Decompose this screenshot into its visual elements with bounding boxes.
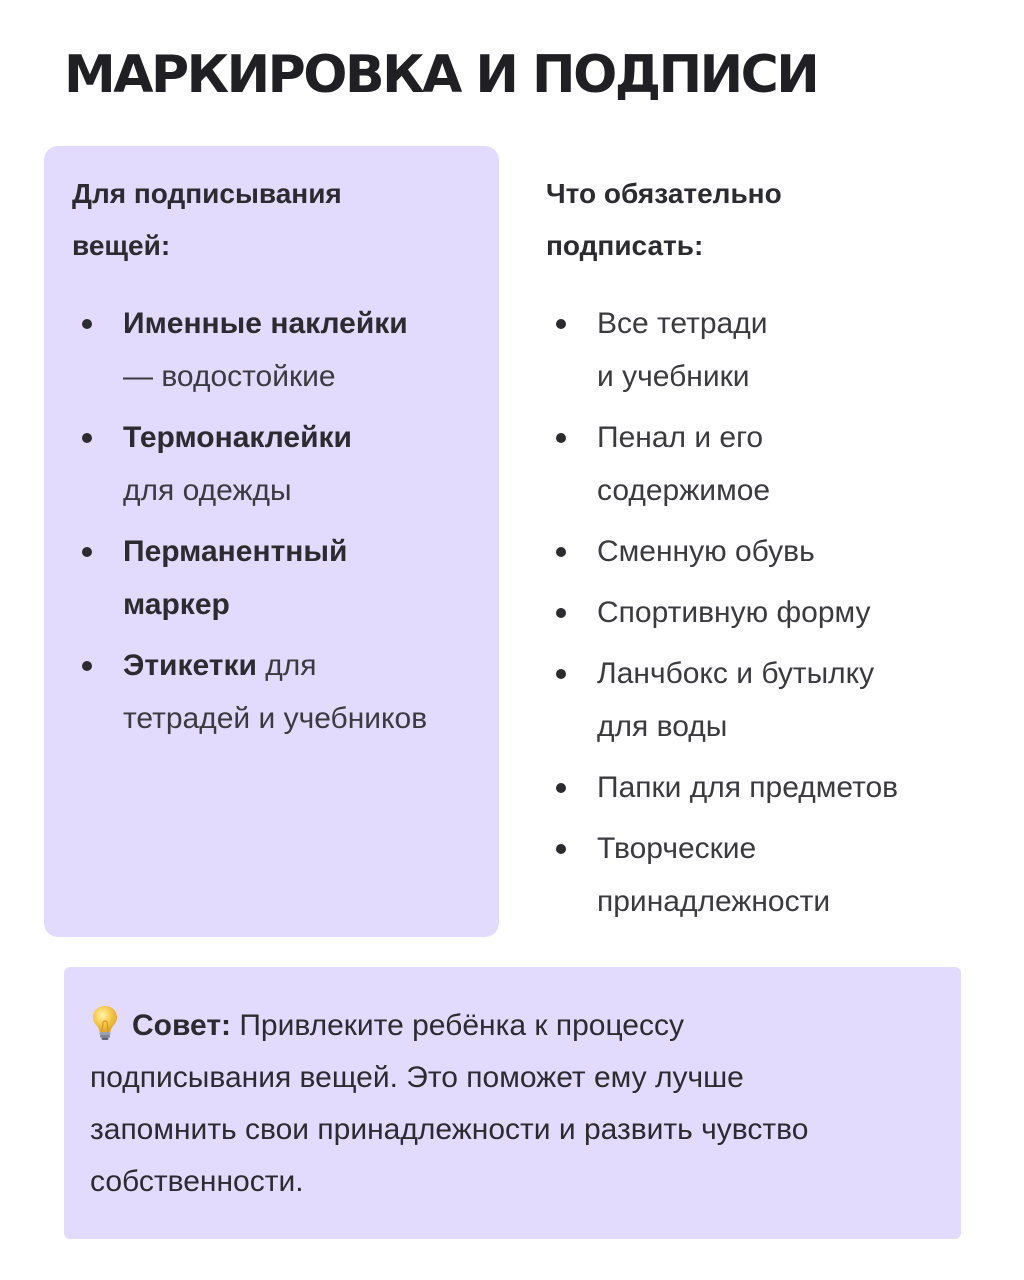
item-bold-text: Этикетки xyxy=(123,649,257,682)
bullet-icon xyxy=(82,661,92,671)
list-item xyxy=(556,822,996,928)
item-text: — водостойкие xyxy=(123,360,336,393)
list-item xyxy=(82,639,482,745)
item-text: Пенал и его xyxy=(597,421,764,454)
item-bold-text: Перманентный xyxy=(123,535,348,568)
item-text: Папки для предметов xyxy=(597,771,899,804)
bullet-icon xyxy=(556,319,566,329)
right-heading-line-2: подписать: xyxy=(546,230,704,261)
bullet-icon xyxy=(556,844,566,854)
bullet-icon xyxy=(556,608,566,618)
item-text: Сменную обувь xyxy=(597,535,815,568)
list-item xyxy=(82,525,482,631)
list-item xyxy=(556,761,996,814)
right-heading-line-1: Что обязательно xyxy=(546,178,782,209)
lightbulb-icon xyxy=(90,1004,120,1042)
list-item xyxy=(556,525,996,578)
item-text: и учебники xyxy=(597,360,750,393)
right-column-heading xyxy=(546,168,966,272)
item-text: Спортивную форму xyxy=(597,596,871,629)
left-column-heading xyxy=(72,168,472,272)
bullet-icon xyxy=(556,783,566,793)
item-text: для xyxy=(256,649,317,682)
item-text: содержимое xyxy=(597,474,771,507)
item-bold-text: Именные наклейки xyxy=(123,307,408,340)
tip-text xyxy=(90,1000,950,1208)
item-bold-text: маркер xyxy=(123,588,230,621)
bullet-icon xyxy=(556,547,566,557)
item-text: принадлежности xyxy=(597,885,831,918)
item-bold-text: Термонаклейки xyxy=(123,421,352,454)
list-item xyxy=(82,411,482,517)
left-heading-line-1: Для подписывания xyxy=(72,178,342,209)
item-text: для воды xyxy=(597,710,728,743)
bullet-icon xyxy=(556,433,566,443)
list-item xyxy=(82,297,482,403)
list-item xyxy=(556,297,996,403)
tip-text-line: подписывания вещей. Это поможет ему лучше xyxy=(90,1061,744,1094)
item-text: тетрадей и учебников xyxy=(123,702,428,735)
bullet-icon xyxy=(82,319,92,329)
tip-text-line-1: Привлеките ребёнка к процессу xyxy=(231,1009,684,1042)
list-item xyxy=(556,411,996,517)
list-item xyxy=(556,586,996,639)
bullet-icon xyxy=(556,669,566,679)
must-label-list xyxy=(556,297,996,936)
page-title: МАРКИРОВКА И ПОДПИСИ xyxy=(64,45,818,105)
bullet-icon xyxy=(82,547,92,557)
list-item xyxy=(556,647,996,753)
item-text: для одежды xyxy=(123,474,292,507)
item-text: Все тетради xyxy=(597,307,768,340)
tip-text-line: запомнить свои принадлежности и развить чувство xyxy=(90,1113,809,1146)
tip-label: Совет: xyxy=(132,1009,232,1042)
labeling-supplies-list xyxy=(82,297,482,753)
left-heading-line-2: вещей: xyxy=(72,230,171,261)
item-text: Творческие xyxy=(597,832,757,865)
tip-text-line: собственности. xyxy=(90,1165,304,1198)
bullet-icon xyxy=(82,433,92,443)
item-text: Ланчбокс и бутылку xyxy=(597,657,875,690)
